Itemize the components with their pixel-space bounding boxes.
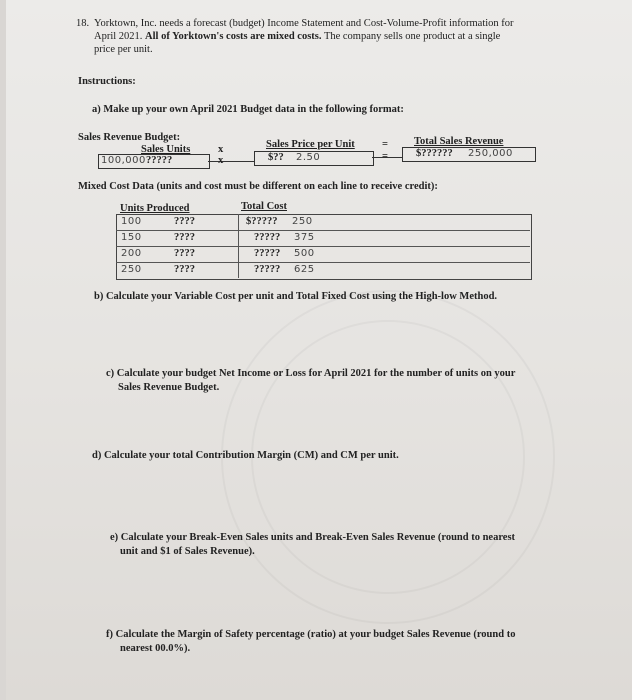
problem-number: 18. (76, 18, 90, 29)
question-c-line1: c) Calculate your budget Net Income or Loss for April 2021 for the number of units on your (106, 368, 516, 379)
question-d: d) Calculate your total Contribution Margin (CM) and CM per unit. (92, 450, 399, 461)
instruction-a: a) Make up your own April 2021 Budget data in the following format: (92, 104, 404, 115)
question-b: b) Calculate your Variable Cost per unit and Total Fixed Cost using the High-low Method. (94, 291, 498, 302)
op-times: x (218, 155, 224, 166)
mixed-row1-cost-ph: $????? (246, 216, 278, 227)
instructions-heading: Instructions: (78, 76, 136, 87)
intro-single-price: The company sells one product at a single (323, 31, 501, 42)
question-f-line2: nearest 00.0%). (120, 643, 191, 654)
mixed-row-sep-3 (116, 262, 530, 263)
question-e-line1: e) Calculate your Break-Even Sales units and Break-Even Sales Revenue (round to nearest (110, 532, 516, 543)
problem-intro-line2 (94, 31, 500, 42)
mixed-row4-units-hand: 250 (121, 264, 142, 275)
mixed-row2-units-hand: 150 (121, 232, 142, 243)
question-c-line2: Sales Revenue Budget. (118, 382, 220, 393)
col-units-produced: Units Produced (120, 203, 190, 214)
col-total-sales: Total Sales Revenue (414, 136, 504, 147)
mixed-row2-units-ph: ???? (174, 232, 195, 243)
mixed-row4-cost-hand: 625 (294, 264, 315, 275)
col-sales-units: Sales Units (141, 144, 191, 155)
mixed-row3-cost-hand: 500 (294, 248, 315, 259)
mixed-row-sep-2 (116, 246, 530, 247)
question-e-line2: unit and $1 of Sales Revenue). (120, 546, 255, 557)
question-f-line1: f) Calculate the Margin of Safety percentage (ratio) at your budget Sales Revenue (round to (106, 629, 516, 640)
mixed-row3-units-hand: 200 (121, 248, 142, 259)
mixed-row4-cost-ph: ????? (254, 264, 281, 275)
mixed-row2-cost-ph: ????? (254, 232, 281, 243)
mixed-row1-cost-hand: 250 (292, 216, 313, 227)
mixed-row1-units-hand: 100 (121, 216, 142, 227)
problem-intro-line1: Yorktown, Inc. needs a forecast (budget) Income Statement and Cost-Volume-Profit information for (94, 18, 514, 29)
sales-units-handwritten: 100,000 (101, 155, 146, 166)
col-sales-price: Sales Price per Unit (266, 139, 355, 150)
mixed-col-sep (238, 214, 239, 278)
total-sales-handwritten: 250,000 (468, 148, 513, 159)
problem-intro-line3: price per unit. (94, 44, 153, 55)
mixed-row3-cost-ph: ????? (254, 248, 281, 259)
mixed-row4-units-ph: ???? (174, 264, 195, 275)
op-equals-header: = (382, 139, 388, 150)
sales-budget-title: Sales Revenue Budget: (78, 132, 181, 143)
mixed-row2-cost-hand: 375 (294, 232, 315, 243)
mixed-cost-title: Mixed Cost Data (units and cost must be different on each line to receive credit): (78, 181, 438, 192)
sales-price-placeholder: $?? (268, 152, 284, 163)
col-total-cost: Total Cost (241, 201, 287, 212)
total-sales-placeholder: $?????? (416, 148, 453, 159)
sales-units-placeholder: ????? (146, 155, 173, 166)
intro-mixed-costs: All of Yorktown's costs are mixed costs. (145, 31, 322, 42)
sales-row-line-1 (208, 161, 254, 162)
intro-date: April 2021. (94, 31, 143, 42)
mixed-row3-units-ph: ???? (174, 248, 195, 259)
op-equals: = (382, 151, 388, 162)
mixed-row-sep-1 (116, 230, 530, 231)
mixed-row1-units-ph: ???? (174, 216, 195, 227)
sales-price-handwritten: 2.50 (296, 152, 321, 163)
worksheet-page (6, 0, 632, 700)
op-times-header: x (218, 144, 224, 155)
